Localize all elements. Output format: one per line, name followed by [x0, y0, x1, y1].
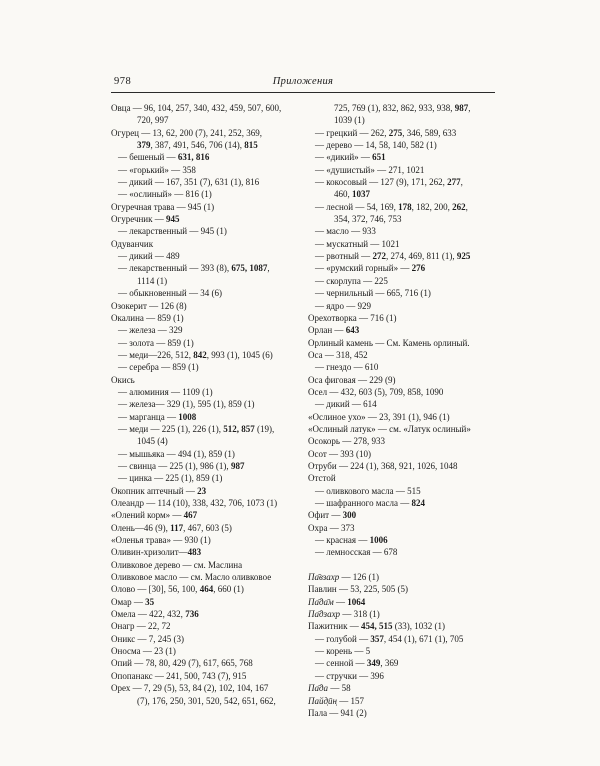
- index-line: Оливин-хризолит—483: [111, 547, 202, 558]
- index-line: 1039 (1): [334, 115, 365, 126]
- index-line: — марганца — 1008: [118, 411, 197, 422]
- index-line: Оносма — 23 (1): [111, 646, 176, 657]
- index-line: Окалина — 859 (1): [111, 312, 184, 323]
- index-line: Олень—46 (9), 117, 467, 603 (5): [111, 522, 232, 533]
- index-line: — «румский горный» — 276: [315, 263, 426, 274]
- index-line: «Оленья трава» — 930 (1): [111, 535, 211, 546]
- index-line: Охра — 373: [308, 522, 355, 533]
- index-line: Одуванчик: [111, 238, 154, 249]
- index-line: Омела — 422, 432, 736: [111, 609, 199, 620]
- index-line: — ядро — 929: [315, 300, 371, 311]
- index-line: — мускатный — 1021: [315, 238, 400, 249]
- index-line: — обыкновенный — 34 (6): [118, 288, 222, 299]
- index-line: Онагр — 22, 72: [111, 621, 171, 632]
- index-line: Олеандр — 114 (10), 338, 432, 706, 1073 (1): [111, 498, 278, 508]
- index-line: Оса — 318, 452: [308, 349, 368, 360]
- index-line: Пажитник — 454, 515 (33), 1032 (1): [308, 621, 445, 632]
- index-line: — дикий — 614: [315, 399, 377, 410]
- index-line: Оса фиговая — 229 (9): [308, 374, 396, 385]
- index-line: Па̄дзахр — 318 (1): [308, 609, 380, 620]
- index-line: — «душистый» — 271, 1021: [315, 164, 425, 175]
- index-line: — золота — 859 (1): [118, 337, 194, 348]
- index-line: Орлиный камень — См. Камень орлиный.: [308, 337, 470, 348]
- index-line: — гнездо — 610: [315, 362, 379, 373]
- index-line: 725, 769 (1), 832, 862, 933, 938, 987,: [334, 103, 471, 113]
- index-line: — серебра — 859 (1): [118, 362, 199, 373]
- index-line: — стручки — 396: [315, 670, 384, 681]
- index-line: Омар — 35: [111, 596, 155, 607]
- text-block: [111, 76, 495, 719]
- index-line: — лесной — 54, 169, 178, 182, 200, 262,: [315, 201, 468, 212]
- index-line: 379, 387, 491, 546, 706 (14), 815: [137, 140, 258, 151]
- index-line: Олово — [30], 56, 100, 464, 660 (1): [111, 584, 244, 595]
- index-line: — скорлупа — 225: [315, 275, 388, 286]
- index-line: «Олений корм» — 467: [111, 510, 198, 521]
- index-line: Пайд̣ӣн̣ — 157: [308, 695, 365, 706]
- page-header: [111, 76, 495, 89]
- index-line: — меди—226, 512, 842, 993 (1), 1045 (6): [118, 349, 273, 360]
- index-line: — дикий — 489: [118, 251, 180, 262]
- index-line: — «дикий» — 651: [315, 152, 386, 163]
- index-line: — дикий — 167, 351 (7), 631 (1), 816: [118, 177, 260, 188]
- index-line: Павлин — 53, 225, 505 (5): [308, 584, 408, 595]
- index-line: Осот — 393 (10): [308, 448, 372, 459]
- index-line: Орлан — 643: [308, 325, 360, 336]
- index-line: — красная — 1006: [315, 535, 388, 546]
- index-line: Отстой: [308, 473, 336, 484]
- index-line: Овца — 96, 104, 257, 340, 432, 459, 507, 600,: [111, 103, 282, 113]
- index-line: — рвотный — 272, 274, 469, 811 (1), 925: [315, 251, 471, 262]
- index-line: [308, 559, 495, 571]
- index-line: Орех — 7, 29 (5), 53, 84 (2), 102, 104, 167: [111, 683, 269, 694]
- index-line: Оливковое дерево — см. Маслина: [111, 559, 243, 570]
- index-line: Опопанакс — 241, 500, 743 (7), 915: [111, 670, 247, 681]
- index-line: Окопник аптечный — 23: [111, 485, 207, 496]
- index-line: 720, 997: [137, 115, 169, 126]
- index-line: — голубой — 357, 454 (1), 671 (1), 705: [315, 633, 464, 644]
- index-line: Осел — 432, 603 (5), 709, 858, 1090: [308, 386, 444, 397]
- index-line: — масло — 933: [315, 226, 376, 237]
- index-line: — свинца — 225 (1), 986 (1), 987: [118, 460, 245, 471]
- index-line: — лекарственный — 393 (8), 675, 1087,: [118, 263, 270, 274]
- index-line: 1114 (1): [137, 275, 168, 286]
- index-line: Отруби — 224 (1), 368, 921, 1026, 1048: [308, 460, 458, 471]
- index-line: Огурец — 13, 62, 200 (7), 241, 252, 369,: [111, 127, 262, 138]
- index-line: — меди — 225 (1), 226 (1), 512, 857 (19),: [118, 423, 275, 434]
- index-line: Орехотворка — 716 (1): [308, 312, 397, 323]
- index-line: Па̄взахр — 126 (1): [308, 572, 380, 583]
- index-line: — «горький» — 358: [118, 164, 196, 175]
- index-line: Оникс — 7, 245 (3): [111, 633, 185, 644]
- index-line: Озокерит — 126 (8): [111, 300, 187, 311]
- index-line: — кокосовый — 127 (9), 171, 262, 277,: [315, 177, 463, 188]
- index-line: Осокорь — 278, 933: [308, 436, 386, 447]
- index-line: — цинка — 225 (1), 859 (1): [118, 473, 223, 484]
- index-line: 354, 372, 746, 753: [334, 214, 402, 225]
- index-line: Офит — 300: [308, 510, 357, 521]
- index-line: Огуречная трава — 945 (1): [111, 201, 215, 212]
- index-line: Па̄да̄м — 1064: [308, 596, 366, 607]
- index-line: (7), 176, 250, 301, 520, 542, 651, 662,: [137, 695, 276, 706]
- index-line: — дерево — 14, 58, 140, 582 (1): [315, 140, 437, 151]
- index-line: — шафранного масла — 824: [315, 498, 425, 508]
- index-line: «Ослиное ухо» — 23, 391 (1), 946 (1): [308, 411, 450, 422]
- index-column-right: [308, 102, 495, 719]
- index-line: — железа — 329: [118, 325, 183, 336]
- index-line: — корень — 5: [315, 646, 371, 657]
- index-line: 460, 1037: [334, 189, 370, 200]
- index-line: — грецкий — 262, 275, 346, 589, 633: [315, 127, 457, 138]
- index-line: Оливковое масло — см. Масло оливковое: [111, 572, 272, 583]
- index-line: — алюминия — 1109 (1): [118, 386, 213, 397]
- index-line: — «ослиный» — 816 (1): [118, 189, 212, 200]
- index-line: «Ослиный латук» — см. «Латук ослиный»: [308, 423, 471, 434]
- index-line: Пала — 941 (2): [308, 707, 367, 718]
- index-column-left: [111, 102, 298, 719]
- index-line: — железа— 329 (1), 595 (1), 859 (1): [118, 399, 255, 410]
- index-line: — лекарственный — 945 (1): [118, 226, 227, 237]
- index-line: — лемносская — 678: [315, 547, 398, 558]
- index-line: 1045 (4): [137, 436, 168, 447]
- running-head: Приложения: [272, 76, 334, 87]
- index-line: Окись: [111, 374, 135, 385]
- index-line: — бешеный — 631, 816: [118, 152, 210, 163]
- index-line: — оливкового масла — 515: [315, 485, 421, 496]
- index-line: — мышьяка — 494 (1), 859 (1): [118, 448, 235, 459]
- header-rule: [111, 92, 495, 93]
- index-columns: [111, 102, 495, 719]
- page-number: 978: [114, 76, 132, 87]
- index-line: Опий — 78, 80, 429 (7), 617, 665, 768: [111, 658, 253, 669]
- index-line: Огуречник — 945: [111, 214, 180, 225]
- index-line: — сенной — 349, 369: [315, 658, 399, 669]
- index-line: Па̄да — 58: [308, 683, 351, 694]
- index-line: — чернильный — 665, 716 (1): [315, 288, 431, 299]
